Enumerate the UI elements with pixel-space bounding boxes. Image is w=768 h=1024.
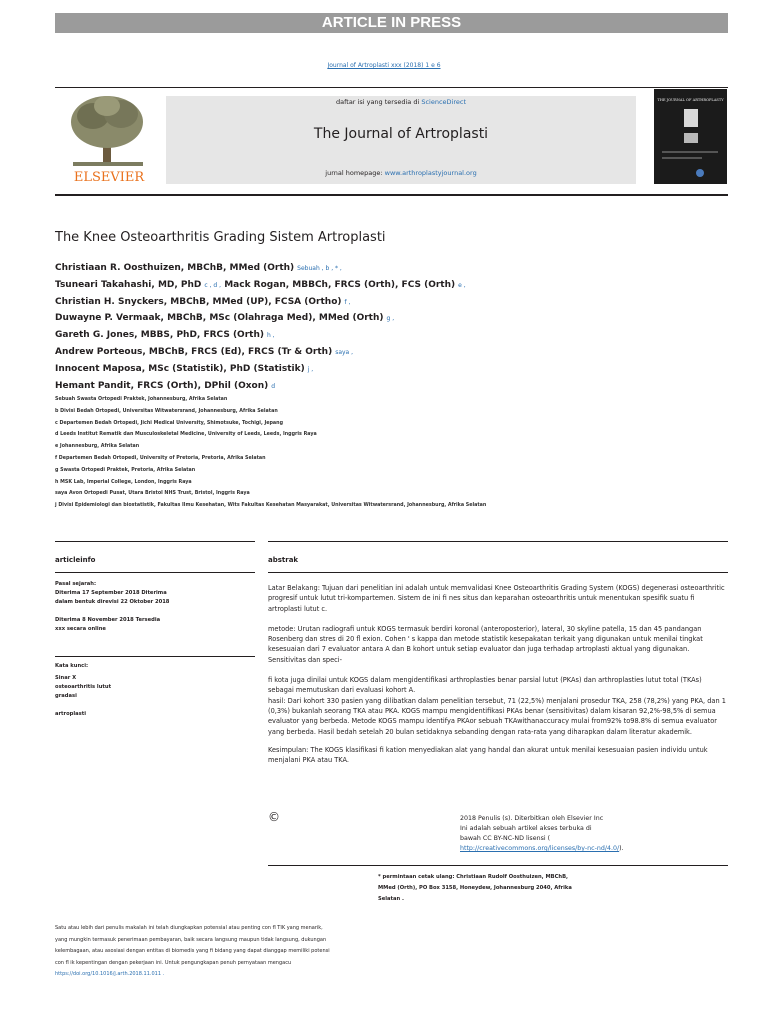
history-revised: dalam bentuk direvisi 22 Oktober 2018: [55, 599, 170, 605]
journal-cover-image: [654, 89, 727, 184]
header-rule-top: [55, 87, 728, 88]
homepage-prefix: jurnal homepage:: [325, 169, 383, 177]
license-statement: [460, 814, 690, 854]
correspondence-note: [378, 872, 678, 905]
footnote-line: yang mungkin termasuk penerimaan pembayaran, baik secara langsung maupun tidak langsung, dukungan: [55, 936, 327, 943]
journal-masthead: [166, 96, 636, 184]
history-accepted: Diterima 8 November 2018 Tersedia: [55, 617, 161, 623]
sciencedirect-link[interactable]: ScienceDirect: [421, 98, 467, 106]
author-affiliation-marks[interactable]: e ,: [458, 281, 466, 289]
license-line: 2018 Penulis (s). Diterbitkan oleh Elsevier Inc: [460, 815, 604, 822]
article-info-panel: [55, 580, 255, 634]
affiliation-item: c Departemen Bedah Ortopedi, Jichi Medical University, Shimotsuke, Tochigi, Jepang: [55, 420, 284, 426]
author-name[interactable]: Innocent Maposa, MSc (Statistik), PhD (Statistik): [55, 363, 305, 374]
keyword-item[interactable]: artroplasti: [55, 711, 86, 717]
history-received: Diterima 17 September 2018 Diterima: [55, 590, 167, 596]
contents-line: [166, 98, 636, 106]
copyright-symbol: ©: [268, 810, 280, 824]
license-line: Ini adalah sebuah artikel akses terbuka di: [460, 825, 592, 832]
cover-title: THE JOURNAL OF ARTHROPLASTY: [657, 98, 724, 102]
author-line: [55, 313, 466, 330]
article-info-rule-top: [55, 541, 255, 542]
author-line: [55, 280, 466, 297]
author-affiliation-marks[interactable]: f ,: [344, 298, 351, 306]
affiliation-item: j Divisi Epidemiologi dan biostatistik, Fakultas Ilmu Kesehatan, Wits Fakultas Kesehatan Masyarakat, Universitas Witwatersrand, Johannesburg, Afrika Selatan: [55, 503, 487, 509]
abstract-rule: [268, 572, 728, 573]
author-affiliation-marks[interactable]: h ,: [266, 332, 275, 340]
journal-citation-link[interactable]: Journal of Artroplasti xxx (2018) 1 e 6: [327, 62, 441, 69]
abstract-rule-top: [268, 541, 728, 542]
affiliation-item: Sebuah Swasta Ortopedi Praktek, Johannesburg, Afrika Selatan: [55, 397, 228, 402]
abstract-body: [268, 583, 728, 765]
author-affiliation-marks[interactable]: saya ,: [335, 348, 354, 356]
history-label: Pasal sejarah:: [55, 581, 97, 587]
affiliation-item: e Johannesburg, Afrika Selatan: [55, 444, 140, 450]
article-title: The Knee Osteoarthritis Grading Sistem Artroplasti: [55, 230, 386, 245]
author-name[interactable]: Gareth G. Jones, MBBS, PhD, FRCS (Orth): [55, 330, 264, 341]
journal-title: The Journal of Artroplasti: [313, 126, 489, 142]
author-line: [55, 364, 466, 381]
author-line: [55, 330, 466, 347]
contents-prefix: daftar isi yang tersedia di: [335, 98, 420, 106]
abstract-conclusion: Kesimpulan: The KOGS klasifikasi fi kation menyediakan alat yang handal dan akurat untuk menilai kesesuaian pasien individu untuk menjalani PKA atau TKA.: [268, 745, 708, 765]
author-line: [55, 381, 466, 398]
header-rule-bottom: [55, 194, 728, 196]
author-affiliation-marks[interactable]: g ,: [386, 315, 395, 323]
article-in-press-banner: ARTICLE IN PRESS: [55, 13, 728, 33]
affiliation-item: b Divisi Bedah Ortopedi, Universitas Witwatersrand, Johannesburg, Afrika Selatan: [55, 408, 278, 414]
author-name[interactable]: Christian H. Snyckers, MBChB, MMed (UP), FCSA (Ortho): [55, 296, 342, 307]
license-line: bawah CC BY-NC-ND lisensi (: [460, 835, 551, 842]
license-tail: ).: [619, 845, 624, 852]
correspondence-rule: [268, 865, 728, 866]
author-name[interactable]: Andrew Porteous, MBChB, FRCS (Ed), FRCS (Tr & Orth): [55, 346, 333, 357]
author-affiliation-marks[interactable]: d: [271, 382, 276, 390]
abstract-background: Latar Belakang: Tujuan dari penelitian ini adalah untuk memvalidasi Knee Osteoarthritis Grading System (KOGS) degenerasi osteoarthritic progresif untuk lutut tri-kompartemen. Sistem de ini fi nes situs dan keparahan osteoarthritis untuk menentukan spesifik suatu fi artroplasti lutut c.: [268, 584, 725, 613]
author-affiliation-marks[interactable]: Sebuah , b , * ,: [297, 265, 342, 272]
article-info-heading: articleinfo: [55, 556, 96, 564]
author-line: [55, 297, 466, 314]
footnote-line: con fl ik kepentingan dengan pekerjaan ini. Untuk pengungkapan penuh pernyataan mengacu: [55, 959, 292, 966]
affiliation-list: [55, 397, 486, 515]
author-affiliation-marks[interactable]: c , d ,: [204, 281, 222, 289]
correspondence-line: Selatan .: [378, 896, 404, 902]
affiliation-item: d Leeds Institut Rematik dan Musculoskeletal Medicine, University of Leeds, Leeds, Inggris Raya: [55, 432, 317, 438]
footnote-line: Satu atau lebih dari penulis makalah ini telah diungkapkan potensial atau penting con fl TIK yang menarik,: [55, 925, 323, 931]
keyword-item[interactable]: osteoarthritis lutut: [55, 684, 112, 690]
keyword-item[interactable]: Sinar X: [55, 675, 77, 681]
author-name[interactable]: Mack Rogan, MBBCh, FRCS (Orth), FCS (Orth): [224, 279, 456, 290]
affiliation-item: g Swasta Ortopedi Praktek, Pretoria, Afrika Selatan: [55, 467, 196, 473]
keywords-panel: [55, 662, 255, 719]
homepage-link[interactable]: www.arthroplastyjournal.org: [384, 169, 477, 177]
author-name[interactable]: Christiaan R. Oosthuizen, MBChB, MMed (Orth): [55, 263, 295, 273]
keywords-rule: [55, 656, 255, 657]
author-name[interactable]: Duwayne P. Vermaak, MBChB, MSc (Olahraga Med), MMed (Orth): [55, 313, 384, 324]
affiliation-item: h MSK Lab, Imperial College, London, Inggris Raya: [55, 479, 192, 485]
doi-link[interactable]: https://doi.org/10.1016/j.arth.2018.11.011 .: [55, 971, 165, 977]
abstract-methods: metode: Urutan radiografi untuk KOGS termasuk berdiri koronal (anteroposterior), lateral, 30 skyline patella, 15 dan 45 pandangan Rosenberg dan stres di 20 fl exion. Cohen ' s kappa dan metode statistik kesepakatan terkait yang digunakan untuk menilai tingkat kesesuaian dari 7 evaluator antara A dan B kohort untuk setiap evaluator dan juga terhadap artroplasti aktual yang digunakan. Sensitivitas dan speci-: [268, 624, 703, 664]
keyword-item[interactable]: gradasi: [55, 693, 77, 699]
author-line: [55, 347, 466, 364]
author-list: [55, 263, 466, 397]
abstract-results: hasil: Dari kohort 330 pasien yang dilibatkan dalam penelitian tersebut, 71 (22,5%) menjalani prosedur TKA, 258 (78,2%) yang PKA, dan 1 (0,3%) bukanlah seorang TKA atau PKA. KOGS mampu mengidentifikasi PKAs benar (sensitivitas) dalam kisaran 92,2%-98,5% di semua evaluator yang berbeda. Metode KOGS mampu identifya PKAor sebuah TKAwithanaccuracy mulai from92% to98.8% di semua evaluator yang berbeda. Hasil bedah setelah 20 bulan setidaknya sebanding dengan rata-rata yang diharapkan dalam literatur akademik.: [268, 696, 726, 736]
license-link[interactable]: http://creativecommons.org/licenses/by-nc-nd/4.0/: [460, 845, 620, 852]
correspondence-line: * permintaan cetak ulang: Christiaan Rudolf Oosthuizen, MBChB,: [378, 874, 568, 880]
abstract-heading: abstrak: [268, 556, 299, 564]
author-line: [55, 263, 466, 280]
elsevier-wordmark: ELSEVIER: [73, 170, 145, 185]
article-info-rule: [55, 572, 255, 573]
elsevier-logo: [55, 92, 163, 186]
author-affiliation-marks[interactable]: j ,: [307, 365, 314, 373]
history-online: xxx secara online: [55, 626, 106, 632]
author-name[interactable]: Hemant Pandit, FRCS (Orth), DPhil (Oxon): [55, 380, 269, 391]
affiliation-item: f Departemen Bedah Ortopedi, University of Pretoria, Pretoria, Afrika Selatan: [55, 455, 266, 461]
abstract-methods-continued: fi kota juga dinilai untuk KOGS dalam mengidentifikasi arthroplasties benar parsial lutut (PKAs) dan arthroplasties lutut total (TKAs) sebagai memutuskan dari evaluasi kohort A.: [268, 676, 702, 695]
correspondence-line: MMed (Orth), PO Box 3158, Honeydew, Johannesburg 2040, Afrika: [378, 885, 572, 891]
author-name[interactable]: Tsuneari Takahashi, MD, PhD: [55, 279, 202, 290]
disclosure-footnote: [55, 923, 385, 981]
footnote-line: kelembagaan, atau asosiasi dengan entitas di biomedis yang fi bidang yang dapat dianggap memiliki potensi: [55, 948, 330, 954]
homepage-line: [166, 169, 636, 177]
affiliation-item: saya Avon Ortopedi Pusat, Utara Bristol NHS Trust, Bristol, Inggris Raya: [55, 491, 250, 497]
keywords-label: Kata kunci:: [55, 663, 89, 669]
